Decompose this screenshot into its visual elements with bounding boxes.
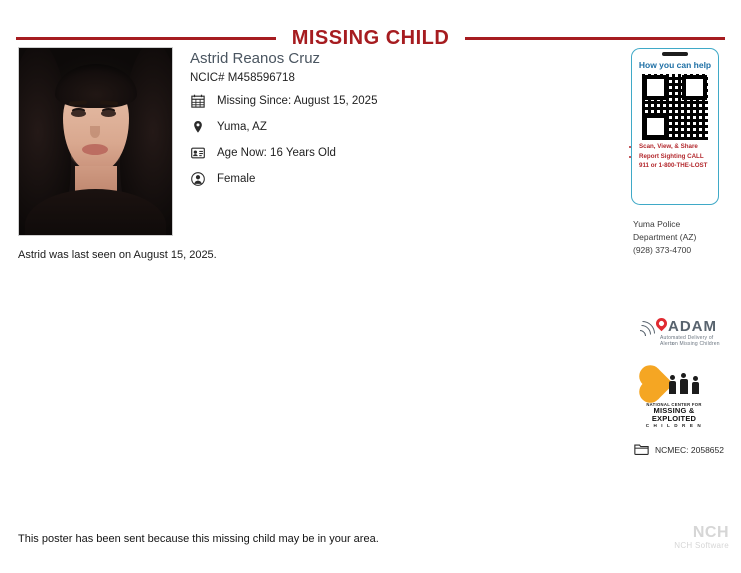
person-icon: [190, 171, 206, 187]
qr-instruction-2: • Report Sighting CALL 911 or 1-800-THE-LOST: [639, 153, 711, 171]
reporting-agency: [633, 218, 733, 258]
page-title: MISSING CHILD: [291, 26, 450, 49]
figure-3-body: [692, 382, 699, 394]
child-photo-art: [19, 48, 172, 235]
figure-1-body: [669, 381, 676, 394]
qr-instructions: [636, 143, 714, 171]
broadcast-waves-icon: [632, 324, 658, 342]
header-rule-left: [16, 37, 276, 40]
figure-3-head: [693, 376, 698, 381]
calendar-icon: [190, 93, 206, 109]
ncmec-logo-art: [640, 371, 708, 401]
detail-text-location: Yuma, AZ: [217, 121, 267, 133]
adam-subtitle-2: on Missing Children: [672, 341, 720, 347]
location-pin-icon: [190, 119, 206, 135]
footer-note: This poster has been sent because this missing child may be in your area.: [18, 533, 379, 545]
nch-watermark-sub: NCH Software: [674, 541, 729, 550]
detail-text-missing-since: Missing Since: August 15, 2025: [217, 95, 378, 107]
figure-2-body: [680, 379, 688, 394]
qr-code-icon[interactable]: [642, 74, 708, 140]
photo-caption: Astrid was last seen on August 15, 2025.: [18, 249, 217, 261]
detail-text-age: Age Now: 16 Years Old: [217, 147, 336, 159]
detail-row-location: [190, 119, 590, 135]
hair-fringe: [55, 64, 137, 108]
ncmec-line-4: C H I L D R E N: [645, 423, 703, 429]
ncmec-line-3: EXPLOITED: [651, 413, 697, 423]
detail-text-gender: Female: [217, 173, 256, 185]
ncmec-line-2: MISSING &: [653, 406, 695, 415]
lips: [82, 144, 108, 155]
detail-row-age: [190, 145, 590, 161]
detail-row-gender: [190, 171, 590, 187]
adam-program-logo: [632, 316, 724, 350]
agency-line-2: Department (AZ): [633, 232, 697, 243]
qr-help-title: How you can help: [638, 60, 712, 70]
adam-subtitle-1: Automated Delivery of Alerts: [660, 335, 714, 347]
qr-help-card[interactable]: [631, 48, 719, 205]
ncmec-logo: [640, 371, 708, 429]
eye-right: [101, 110, 116, 117]
ncic-number: NCIC# M458596718: [190, 72, 295, 84]
header-rule-right: [465, 37, 725, 40]
adam-wordmark: ADAM: [668, 318, 717, 335]
ncmec-case-id: [634, 443, 724, 457]
id-card-icon: [190, 145, 206, 161]
child-name: Astrid Reanos Cruz: [190, 50, 321, 67]
nch-watermark-mark: NCH: [692, 524, 729, 541]
agency-phone: (928) 373-4700: [633, 245, 692, 256]
child-details: [190, 50, 590, 197]
nose: [90, 126, 100, 138]
agency-line-1: Yuma Police: [633, 219, 681, 229]
ncmec-line-1: NATIONAL CENTER FOR: [646, 402, 702, 407]
eye-left: [71, 110, 86, 117]
child-photo: [18, 47, 173, 236]
phone-speaker-notch: [662, 52, 688, 56]
figure-1-head: [670, 375, 675, 380]
ncmec-case-id-text: NCMEC: 2058652: [655, 445, 724, 455]
qr-instruction-1: • Scan, View, & Share: [639, 143, 711, 152]
nch-watermark: [674, 525, 729, 550]
figure-2-head: [681, 373, 686, 378]
qr-finder-bottom-left: [643, 114, 668, 139]
detail-row-missing-since: [190, 93, 590, 109]
folder-icon: [634, 443, 649, 457]
